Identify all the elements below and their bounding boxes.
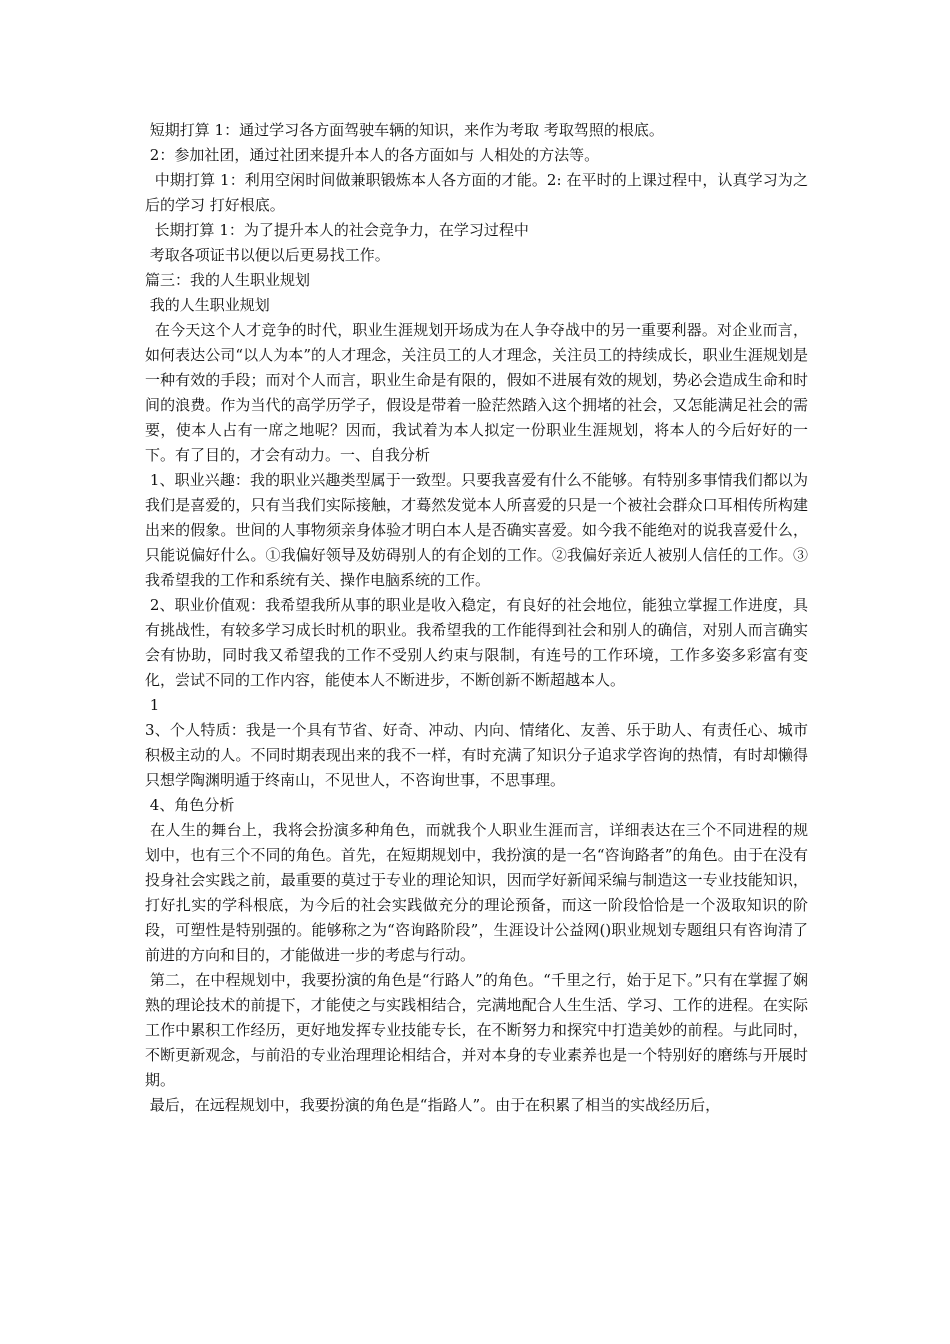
page-number: 1 [145,696,160,714]
long-term-plan-continued: 考取各项证书以便以后更易找工作。 [145,246,390,264]
section-heading: 篇三：我的人生职业规划 [145,271,311,289]
second-role-paragraph: 第二，在中程规划中，我要扮演的角色是“行路人”的角色。“千里之行，始于足下。”只有在掌握了娴熟的理论技术的前提下，才能使之与实践相结合，完满地配合人生生活、学习、工作的进程。在实际工作中累积工作经历，更好地发挥专业技能专长，在不断努力和探究中打造美妙的前程。与此同时，不断更新观念，与前沿的专业治理理论相结合，并对本身的专业素养也是一个特别好的磨练与开展时期。 [145,971,808,1089]
career-values-paragraph: 2、职业价值观：我希望我所从事的职业是收入稳定，有良好的社会地位，能独立掌握工作进度，具有挑战性，有较多学习成长时机的职业。我希望我的工作能得到社会和别人的确信，对别人而言确实会有协助，同时我又希望我的工作不受别人约束与限制，有连号的工作环境，工作多姿多彩富有变化，尝试不同的工作内容，能使本人不断进步，不断创新不断超越本人。 [145,596,808,689]
intro-paragraph: 在今天这个人才竞争的时代，职业生涯规划开场成为在人争夺战中的另一重要利器。对企业而言，如何表达公司“以人为本”的人才理念，关注员工的人才理念，关注员工的持续成长，职业生涯规划是一种有效的手段；而对个人而言，职业生命是有限的，假如不进展有效的规划，势必会造成生命和时间的浪费。作为当代的高学历学子，假设是带着一脸茫然踏入这个拥堵的社会，又怎能满足社会的需要，使本人占有一席之地呢？因而，我试着为本人拟定一份职业生涯规划，将本人的今后好好的一下。有了目的，才会有动力。一、自我分析 [145,321,808,464]
final-role-paragraph: 最后，在远程规划中，我要扮演的角色是“指路人”。由于在积累了相当的实战经历后， [145,1096,721,1114]
long-term-plan: 长期打算 1：为了提升本人的社会竞争力，在学习过程中 [145,221,529,239]
document-page [145,118,808,1118]
role-analysis-paragraph: 在人生的舞台上，我将会扮演多种角色，而就我个人职业生涯而言，详细表达在三个不同进程的规划中，也有三个不同的角色。首先，在短期规划中，我扮演的是一名“咨询路者”的角色。由于在没有投身社会实践之前，最重要的莫过于专业的理论知识，因而学好新闻采编与制造这一专业技能知识，打好扎实的学科根底，为今后的社会实践做充分的理论预备，而这一阶段恰恰是一个汲取知识的阶段，可塑性是特别强的。能够称之为“咨询路阶段”，生涯设计公益网()职业规划专题组只有咨询清了前进的方向和目的，才能做进一步的考虑与行动。 [145,821,808,964]
career-interest-paragraph: 1、职业兴趣：我的职业兴趣类型属于一致型。只要我喜爱有什么不能够。有特别多事情我们都以为我们是喜爱的，只有当我们实际接触，才蓦然发觉本人所喜爱的只是一个被社会群众口耳相传所构建出来的假象。世间的人事物须亲身体验才明白本人是否确实喜爱。如今我不能绝对的说我喜爱什么，只能说偏好什么。①我偏好领导及妨碍别人的有企划的工作。②我偏好亲近人被别人信任的工作。③我希望我的工作和系统有关、操作电脑系统的工作。 [145,471,808,589]
personal-traits-paragraph: 3、个人特质：我是一个具有节省、好奇、冲动、内向、情绪化、友善、乐于助人、有责任心、城市积极主动的人。不同时期表现出来的我不一样，有时充满了知识分子追求学咨询的热情，有时却懒得只想学陶渊明遁于终南山，不见世人，不咨询世事，不思事理。 [145,721,808,789]
mid-term-plan: 中期打算 1：利用空闲时间做兼职锻炼本人各方面的才能。2: 在平时的上课过程中，认真学习为之后的学习 打好根底。 [145,171,808,214]
short-term-plan-1: 短期打算 1：通过学习各方面驾驶车辆的知识，来作为考取 考取驾照的根底。 [145,121,664,139]
section-title: 我的人生职业规划 [145,296,270,314]
short-term-plan-2: 2：参加社团，通过社团来提升本人的各方面如与 人相处的方法等。 [145,146,600,164]
role-analysis-heading: 4、角色分析 [145,796,235,814]
